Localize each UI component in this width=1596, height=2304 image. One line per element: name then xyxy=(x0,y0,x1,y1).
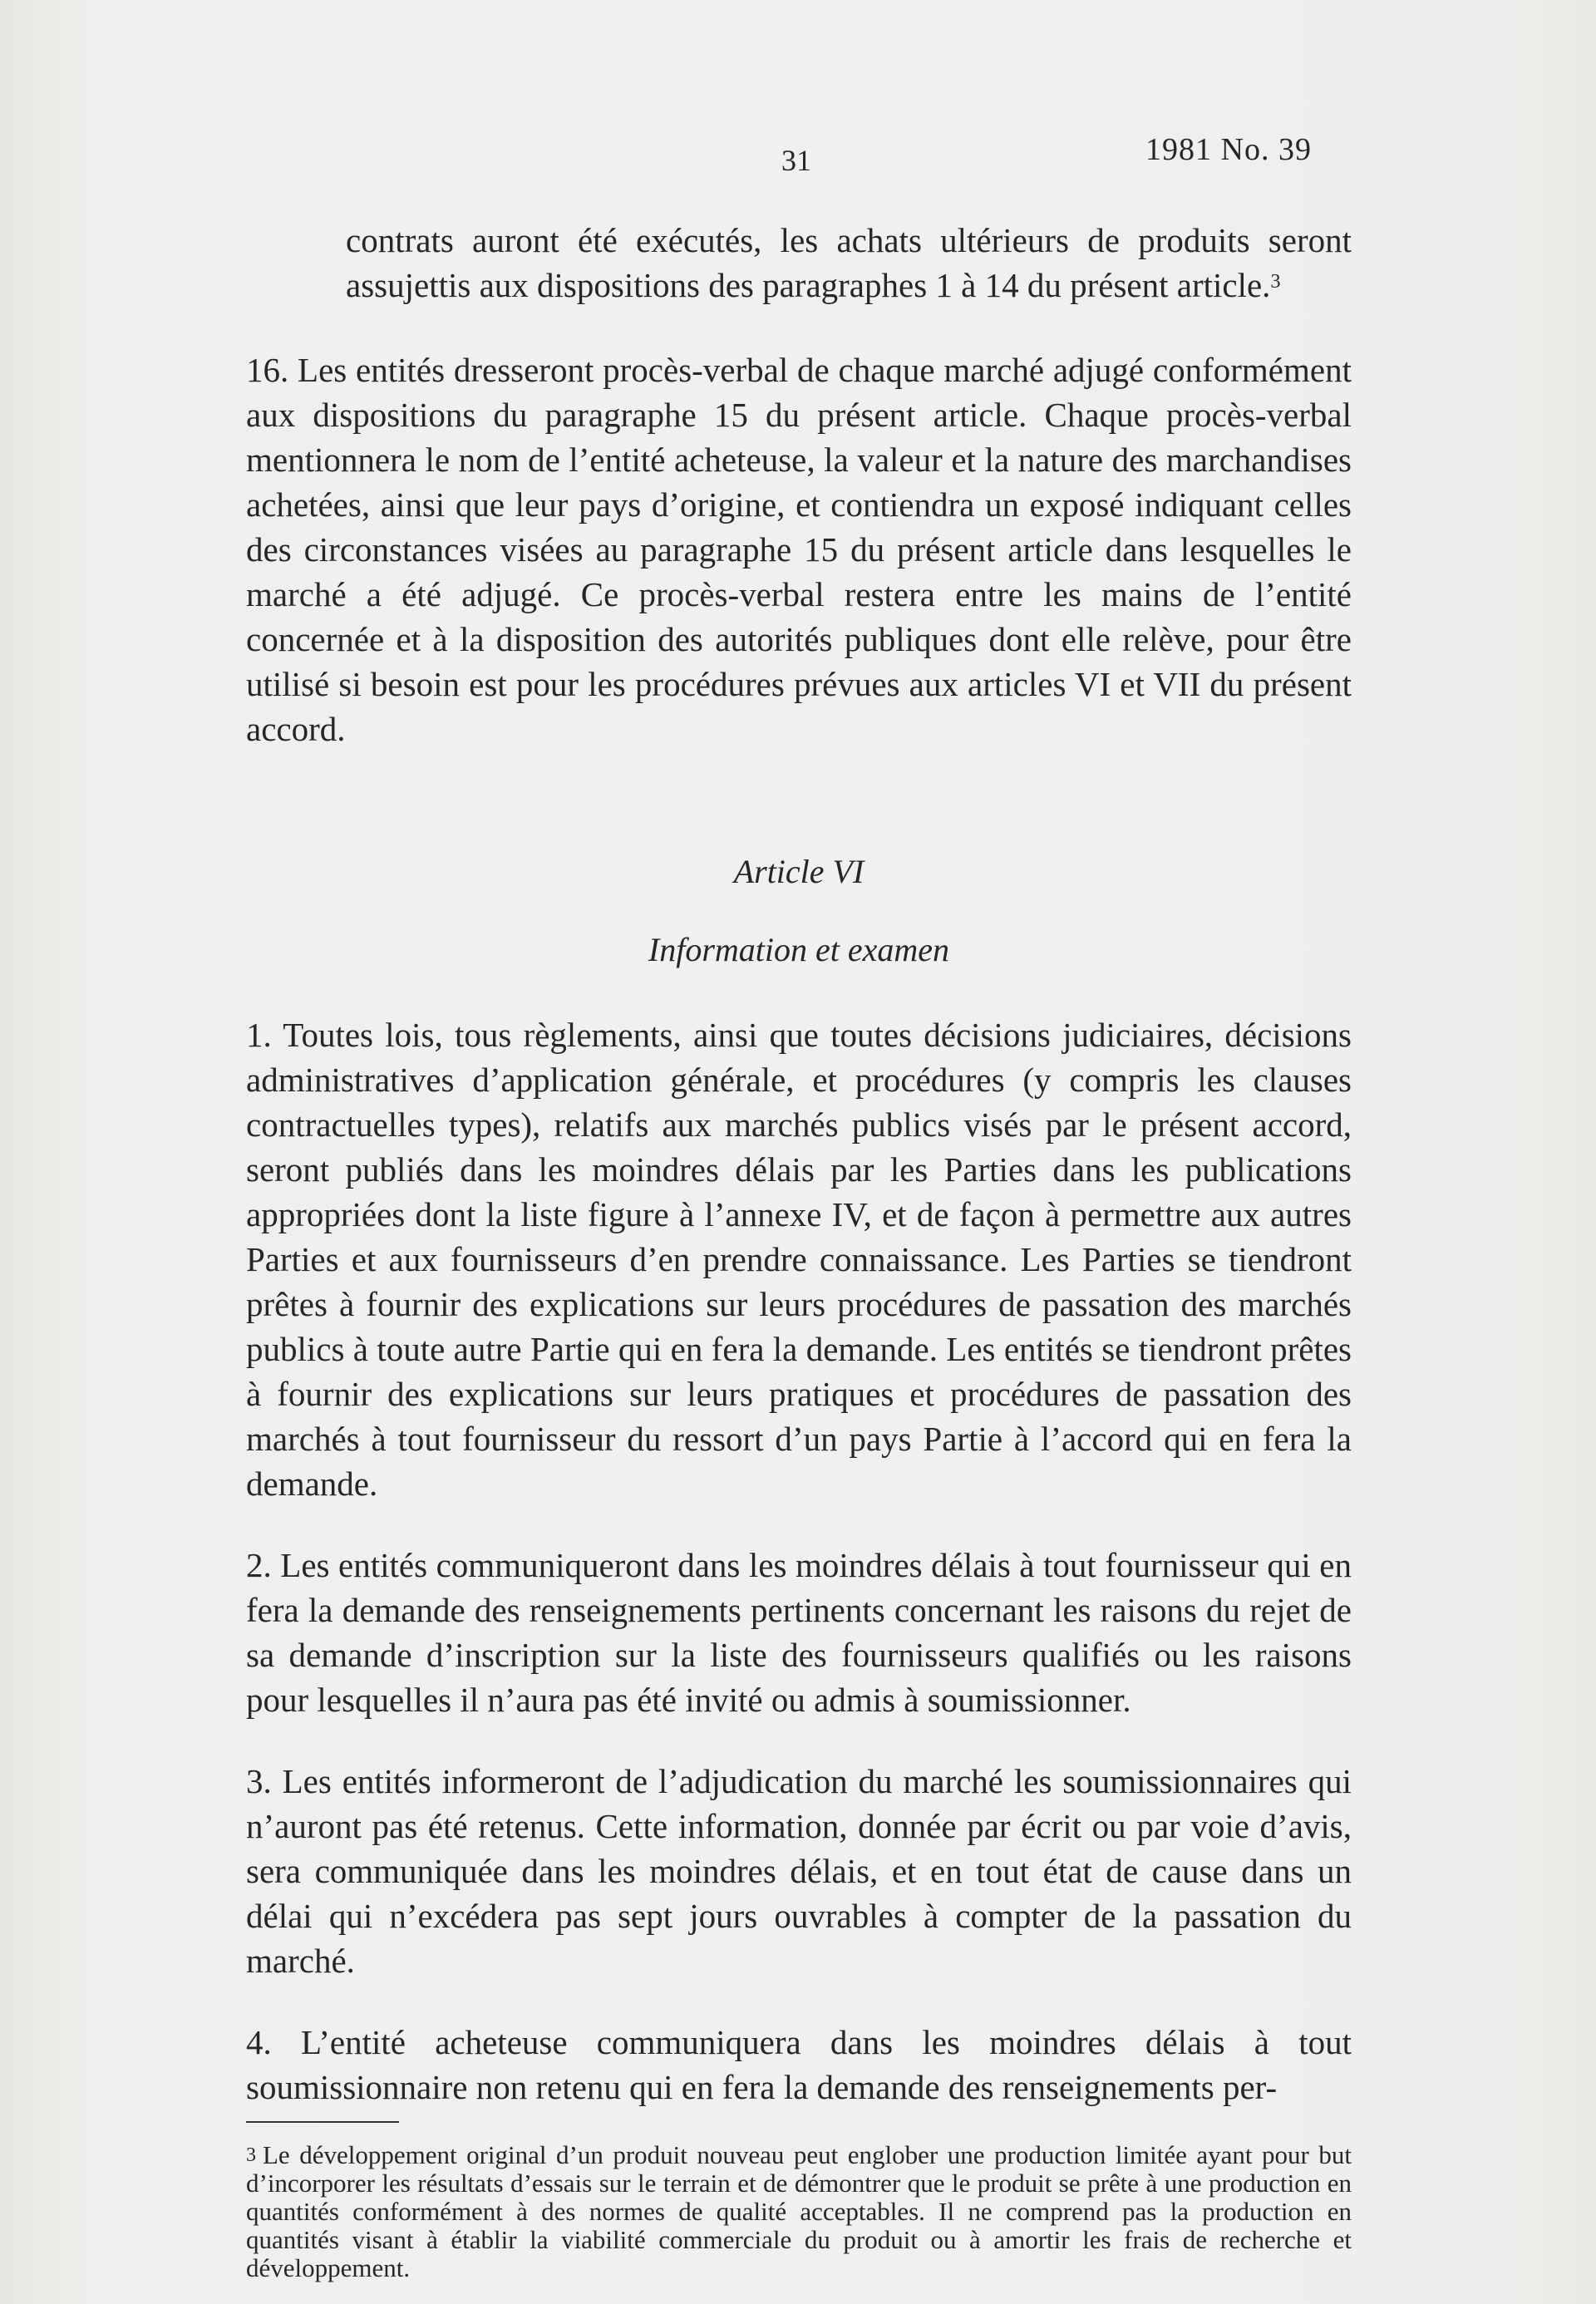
footnote-text: Le développement original d’un produit nouveau peut englober une production limitée ayant pour but d’incorporer les résultats d’essais sur le terrain et de démontrer que le produit se prête à une production en quantités conformément à des normes de qualité acceptables. Il ne comprend pas la production en quantités visant à établir la viabilité commerciale du produit ou à amortir les frais de recherche et développement. xyxy=(246,2140,1352,2282)
paragraph-4: 4. L’entité acheteuse communiquera dans les moindres délais à tout soumissionnaire non retenu qui en fera la demande des renseignements per- xyxy=(246,2023,1352,2106)
paragraph-3: 3. Les entités informeront de l’adjudication du marché les soumissionnaires qui n’auront pas été retenus. Cette information, donnée par écrit ou par voie d’avis, sera communiquée dans les moindres délais, et en tout état de cause dans un délai qui n’excédera pas sept jours ouvrables à compter de la passation du marché. xyxy=(246,1762,1352,1980)
paragraph-1: 1. Toutes lois, tous règlements, ainsi que toutes décisions judiciaires, décisions administratives d’application générale, et procédures (y compris les clauses contractuelles types), relatifs aux marchés publics visés par le présent accord, seront publiés dans les moindres délais par les Parties dans les publications appropriées dont la liste figure à l’annexe IV, et de façon à permettre aux autres Parties et aux fournisseurs d’en prendre connaissance. Les Parties se tiendront prêtes à fournir des explications sur leurs procédures de passation des marchés publics à toute autre Partie qui en fera la demande. Les entités se tiendront prêtes à fournir des explications sur leurs pratiques et procédures de passation des marchés à tout fournisseur du ressort d’un pays Partie à l’accord qui en fera la demande. xyxy=(246,1016,1352,1503)
footnote-mark: 3 xyxy=(246,2144,256,2166)
footnote-reference: 3 xyxy=(1270,271,1281,293)
paragraph-16: 16. Les entités dresseront procès-verbal de chaque marché adjugé conformément aux dispositions du paragraphe 15 du présent article. Chaque procès-verbal mentionnera le nom de l’entité acheteuse, la valeur et la nature des marchandises achetées, ainsi que leur pays d’origine, et contiendra un exposé indiquant celles des circonstances visées au paragraphe 15 du présent article dans lesquelles le marché a été adjugé. Ce procès-verbal restera entre les mains de l’entité concernée et à la disposition des autorités publiques dont elle relève, pour être utilisé si besoin est pour les procédures prévues aux articles VI et VII du présent accord. xyxy=(246,351,1352,748)
footnote-divider xyxy=(246,2121,399,2123)
article-heading: Article VI xyxy=(733,853,864,890)
page-content xyxy=(246,218,1352,2282)
paragraph-continued xyxy=(246,218,1352,308)
footnote xyxy=(246,2141,1352,2282)
section-heading: Information et examen xyxy=(648,931,950,968)
paragraph-continued-text: contrats auront été exécutés, les achats ultérieurs de produits seront assujettis aux dispositions des paragraphes 1 à 14 du présent article. xyxy=(346,221,1352,304)
header-reference: 1981 No. 39 xyxy=(1145,132,1312,167)
page-number: 31 xyxy=(781,144,811,177)
paragraph-2: 2. Les entités communiqueront dans les moindres délais à tout fournisseur qui en fera la demande des renseignements pertinents concernant les raisons du rejet de sa demande d’inscription sur la liste des fournisseurs qualifiés ou les raisons pour lesquelles il n’aura pas été invité ou admis à soumissionner. xyxy=(246,1546,1352,1719)
